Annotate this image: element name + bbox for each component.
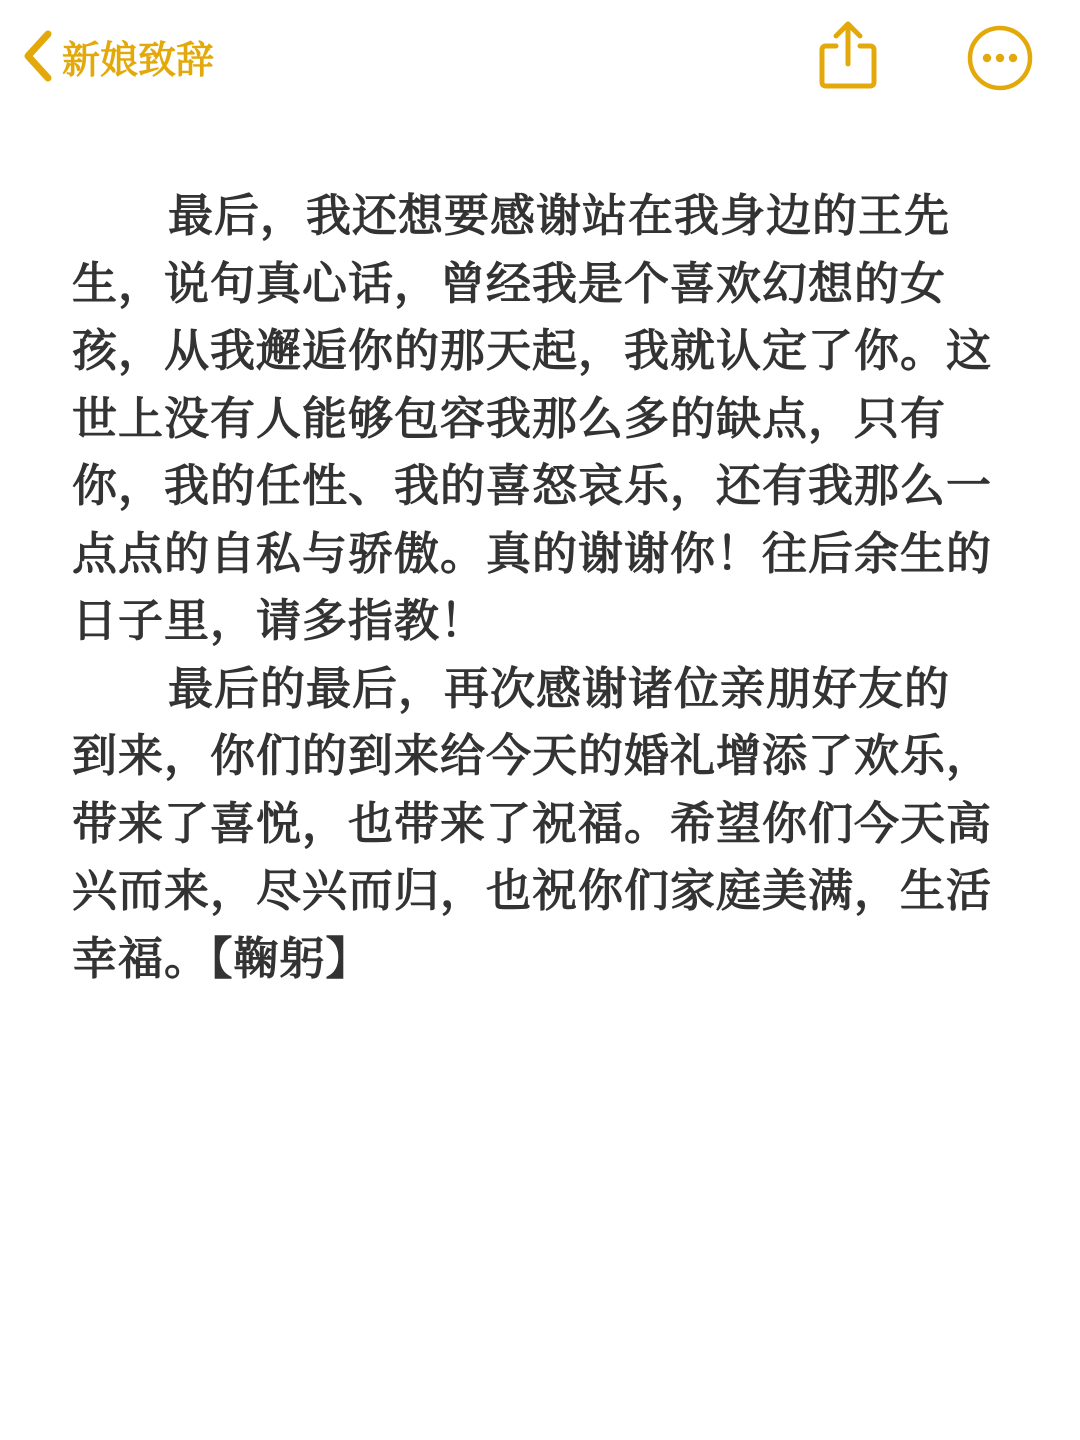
back-label: 新娘致辞	[62, 37, 215, 82]
more-icon	[966, 77, 1034, 96]
back-button[interactable]	[20, 24, 214, 88]
navigation-bar	[0, 0, 1080, 120]
more-button[interactable]	[966, 24, 1034, 92]
share-icon	[812, 77, 884, 96]
share-button[interactable]	[812, 16, 884, 92]
note-paragraph: 最后，我还想要感谢站在我身边的王先生，说句真心话，曾经我是个喜欢幻想的女孩，从我邂逅你的那天起，我就认定了你。这世上没有人能够包容我那么多的缺点，只有你，我的任性、我的喜怒哀乐，还有我那么一点点的自私与骄傲。真的谢谢你！往后余生的日子里，请多指教！	[72, 189, 993, 647]
chevron-left-icon	[20, 28, 54, 84]
note-paragraph: 最后的最后，再次感谢诸位亲朋好友的到来，你们的到来给今天的婚礼增添了欢乐，带来了喜悦，也带来了祝福。希望你们今天高兴而来，尽兴而归，也祝你们家庭美满，生活幸福。【鞠躬】	[72, 661, 993, 985]
note-body[interactable]	[72, 182, 992, 992]
